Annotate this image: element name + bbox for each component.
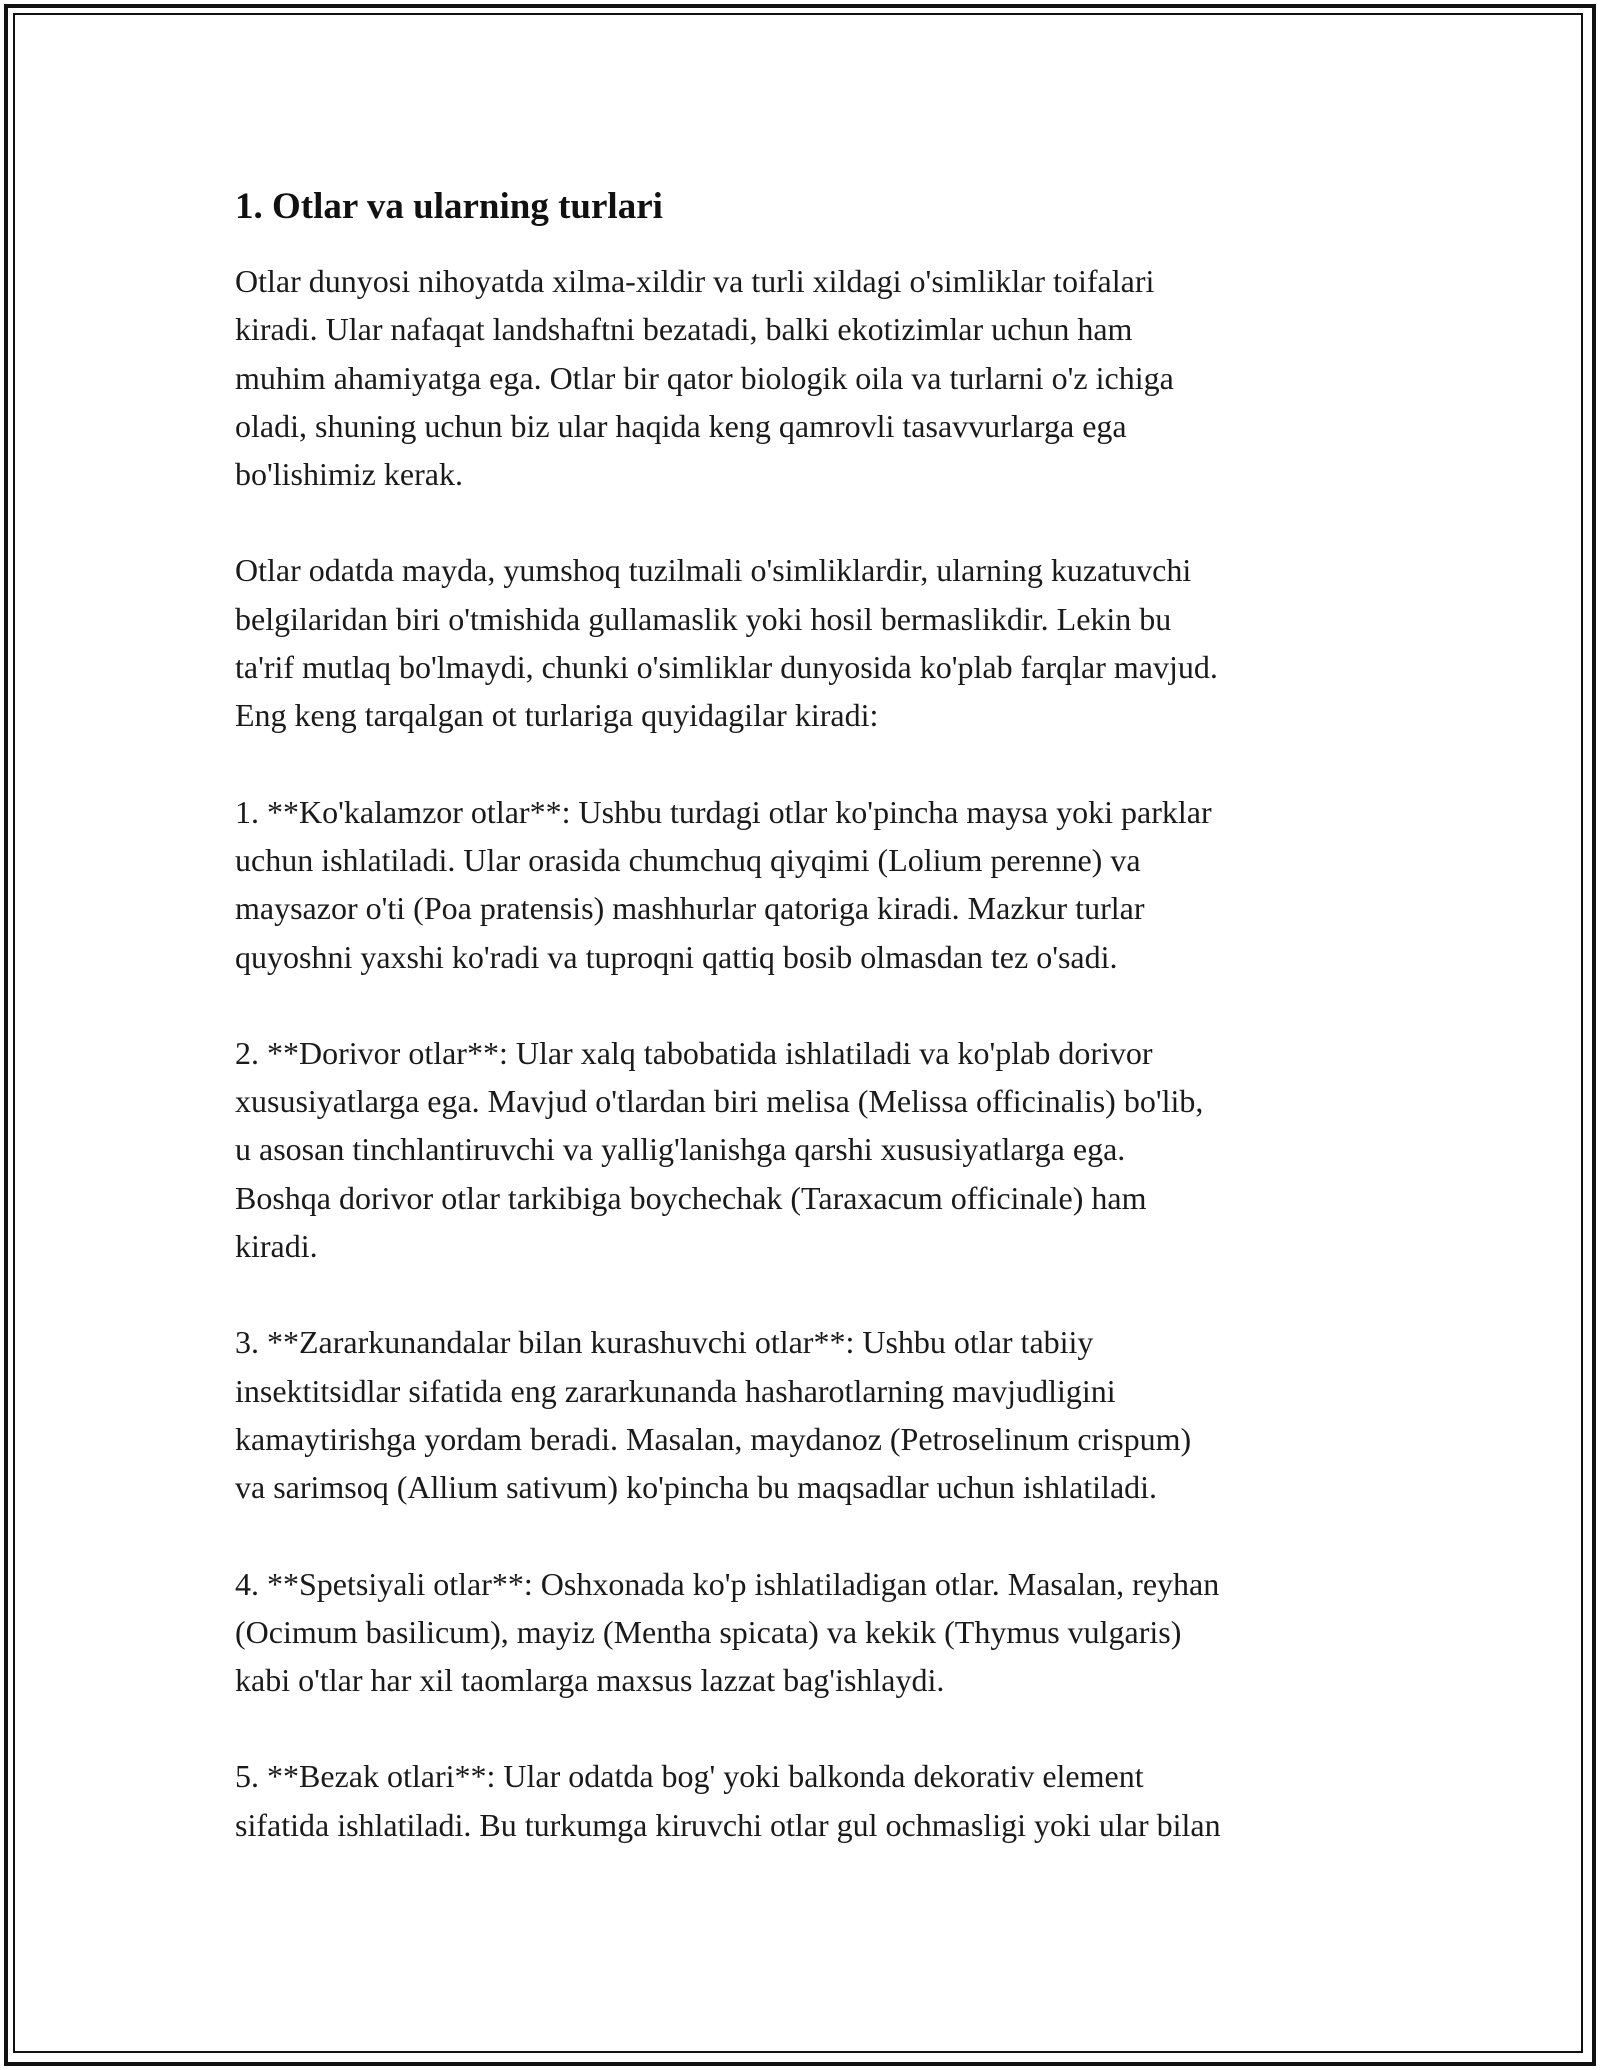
paragraph-line: kamaytirishga yordam beradi. Masalan, maydanoz (Petroselinum crispum) [235,1420,1192,1457]
paragraph-line: kiradi. Ular nafaqat landshaftni bezatadi, balki ekotizimlar uchun ham [235,311,1133,348]
paragraph-line: u asosan tinchlantiruvchi va yallig'lanishga qarshi xususiyatlarga ega. [235,1131,1126,1168]
paragraph-line: 2. **Dorivor otlar**: Ular xalq tabobatida ishlatiladi va ko'plab dorivor [235,1034,1153,1071]
paragraph-line: Otlar odatda mayda, yumshoq tuzilmali o'simliklardir, ularning kuzatuvchi [235,552,1192,589]
list-item-4 [235,1560,1370,1705]
paragraph-line: Otlar dunyosi nihoyatda xilma-xildir va turli xildagi o'simliklar toifalari [235,263,1155,299]
paragraph-line: 4. **Spetsiyali otlar**: Oshxonada ko'p ishlatiladigan otlar. Masalan, reyhan [235,1565,1220,1602]
paragraph-line: uchun ishlatiladi. Ular orasida chumchuq qiyqimi (Lolium perenne) va [235,841,1141,878]
paragraph-line: oladi, shuning uchun biz ular haqida keng qamrovli tasavvurlarga ega [235,407,1127,444]
paragraph-line: xususiyatlarga ega. Mavjud o'tlardan biri melisa (Melissa officinalis) bo'lib, [235,1083,1204,1120]
paragraph-line: bo'lishimiz kerak. [235,456,463,493]
paragraph-line: Boshqa dorivor otlar tarkibiga boychechak (Taraxacum officinale) ham [235,1179,1147,1216]
paragraph-description [235,546,1370,739]
paragraph-line: ta'rif mutlaq bo'lmaydi, chunki o'simliklar dunyosida ko'plab farqlar mavjud. [235,649,1218,686]
paragraph-line: belgilaridan biri o'tmishida gullamaslik yoki hosil bermaslikdir. Lekin bu [235,600,1172,637]
list-item-1 [235,788,1370,981]
paragraph-line: kiradi. [235,1228,318,1265]
list-item-3 [235,1318,1370,1511]
paragraph-line: 3. **Zararkunandalar bilan kurashuvchi otlar**: Ushbu otlar tabiiy [235,1324,1094,1361]
paragraph-line: kabi o'tlar har xil taomlarga maxsus lazzat bag'ishlaydi. [235,1662,945,1699]
paragraph-intro [235,257,1370,498]
list-item-5 [235,1752,1370,1849]
document-body [235,185,1370,1897]
document-title: 1. Otlar va ularning turlari [235,186,663,227]
paragraph-line: muhim ahamiyatga ega. Otlar bir qator biologik oila va turlarni o'z ichiga [235,359,1174,396]
list-item-2 [235,1029,1370,1270]
paragraph-line: sifatida ishlatiladi. Bu turkumga kiruvchi otlar gul ochmasligi yoki ular bilan [235,1806,1221,1843]
paragraph-line: maysazor o'ti (Poa pratensis) mashhurlar qatoriga kiradi. Mazkur turlar [235,890,1145,927]
paragraph-line: Eng keng tarqalgan ot turlariga quyidagilar kiradi: [235,697,879,734]
paragraph-line: va sarimsoq (Allium sativum) ko'pincha bu maqsadlar uchun ishlatiladi. [235,1469,1158,1506]
paragraph-line: 1. **Ko'kalamzor otlar**: Ushbu turdagi otlar ko'pincha maysa yoki parklar [235,793,1212,830]
paragraph-line: 5. **Bezak otlari**: Ular odatda bog' yoki balkonda dekorativ element [235,1758,1144,1795]
paragraph-line: (Ocimum basilicum), mayiz (Mentha spicata) va kekik (Thymus vulgaris) [235,1613,1182,1650]
paragraph-line: insektitsidlar sifatida eng zararkunanda hasharotlarning mavjudligini [235,1372,1116,1409]
paragraph-line: quyoshni yaxshi ko'radi va tuproqni qattiq bosib olmasdan tez o'sadi. [235,938,1118,975]
